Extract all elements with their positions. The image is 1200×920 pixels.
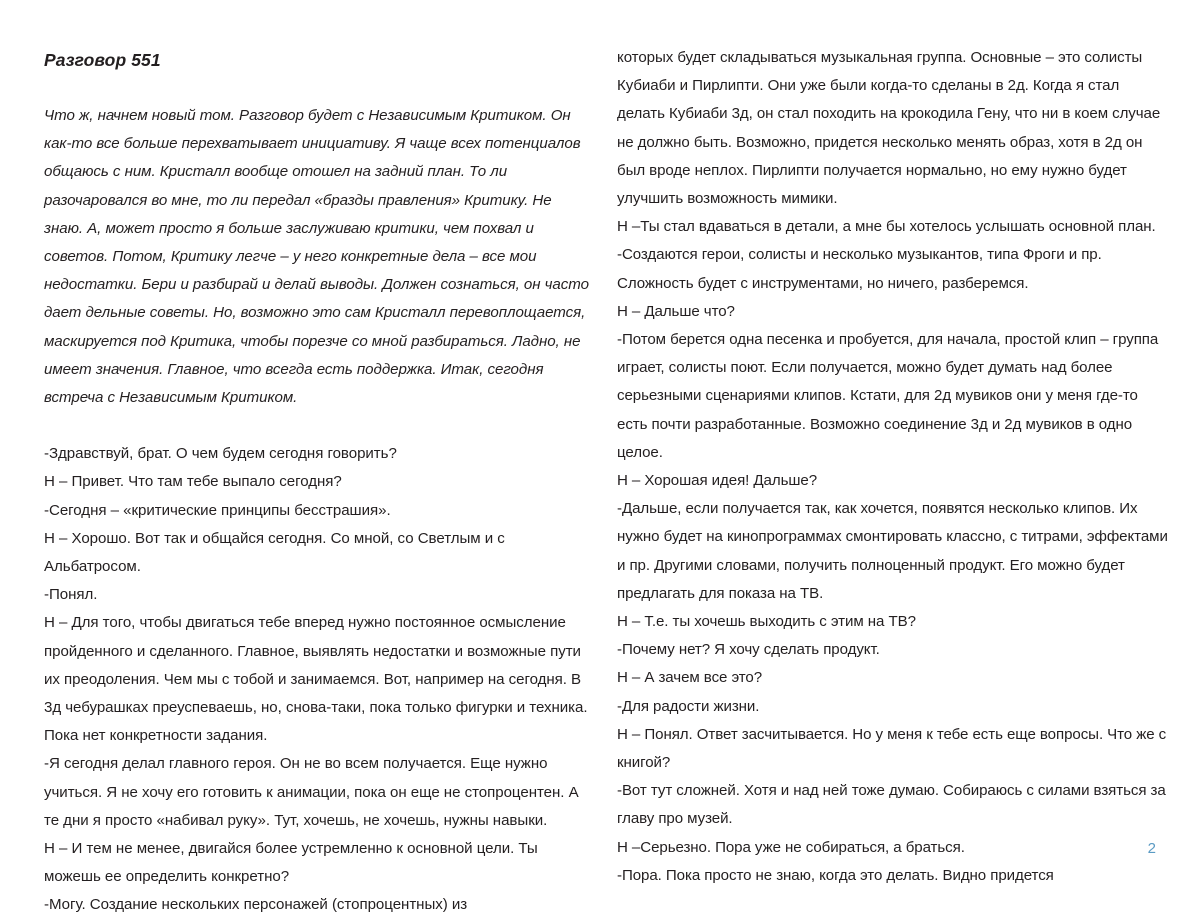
dialogue-line: Н – Понял. Ответ засчитывается. Но у меня к тебе есть еще вопросы. Что же с книгой?: [617, 725, 1167, 772]
left-column: [44, 44, 592, 920]
dialogue-line: Н – Дальше что?: [617, 302, 735, 320]
dialogue-line: Н – Т.е. ты хочешь выходить с этим на ТВ?: [617, 613, 916, 631]
dialogue-line: -Могу. Создание нескольких персонажей (стопроцентных) из: [44, 896, 468, 914]
dialogue-line: Н – Хорошо. Вот так и общайся сегодня. Со мной, со Светлым и с Альбатросом.: [44, 529, 505, 576]
dialogue-line: -Создаются герои, солисты и несколько музыкантов, типа Фроги и пр. Сложность будет с инструментами, но ничего, разберемся.: [617, 246, 1102, 292]
dialogue-line: Н –Ты стал вдаваться в детали, а мне бы хотелось услышать основной план.: [617, 218, 1156, 236]
right-column: [617, 44, 1169, 890]
dialogue-line: -Сегодня – «критические принципы бесстрашия».: [44, 501, 391, 519]
page-title: Разговор 551: [44, 50, 161, 70]
dialogue-line: -Потом берется одна песенка и пробуется, для начала, простой клип – группа играет, солисты поют. Если получается, можно будет думать над более серьезными сценариями клипов. Кстати, для 2д мувиков они у меня где-то есть почти разработанные. Возможно соединение 3д и 2д мувиков в одно целое.: [617, 331, 1159, 461]
dialogue-line: Н –Серьезно. Пора уже не собираться, а браться.: [617, 838, 965, 856]
dialogue-line: -Дальше, если получается так, как хочется, появятся несколько клипов. Их нужно будет на кинопрограммах смонтировать классно, с титрами, эффектами и пр. Другими словами, получить полноценный продукт. Его можно будет предлагать для показа на ТВ.: [617, 500, 1168, 602]
dialogue-line: Н – Для того, чтобы двигаться тебе вперед нужно постоянное осмысление пройденного и сделанного. Главное, выявлять недостатки и возможные пути их преодоления. Чем мы с тобой и занимаемся. Вот, например на сегодня. В 3д чебурашках преуспеваешь, но, снова-таки, пока только фигурки и техника. Пока нет конкретности задания.: [44, 614, 588, 745]
dialogue-line: Н – А зачем все это?: [617, 669, 763, 687]
intro-block: [44, 102, 592, 412]
dialogue-line: Н – Хорошая идея! Дальше?: [617, 472, 818, 490]
page-number: 2: [1147, 840, 1156, 857]
dialogue-line: -Я сегодня делал главного героя. Он не во всем получается. Еще нужно учиться. Я не хочу его готовить к анимации, пока он еще не стопроцентен. А те дни я просто «набивал руку». Тут, хочешь, не хочешь, нужны навыки.: [44, 755, 579, 829]
dialogue-line: Н – И тем не менее, двигайся более устремленно к основной цели. Ты можешь ее определить конкретно?: [44, 840, 538, 886]
dialogue-line: -Для радости жизни.: [617, 697, 760, 715]
dialogue-line: -Здравствуй, брат. О чем будем сегодня говорить?: [44, 445, 397, 463]
right-dialogue-block: [617, 44, 1169, 890]
dialogue-line: -Понял.: [44, 586, 98, 604]
dialogue-line: Н – Привет. Что там тебе выпало сегодня?: [44, 473, 342, 491]
intro-paragraph: Что ж, начнем новый том. Разговор будет с Независимым Критиком. Он как-то все больше перехватывает инициативу. Я чаще всех потенциалов общаюсь с ним. Кристалл вообще отошел на задний план. То ли разочаровался во мне, то ли передал «бразды правления» Критику. Не знаю. А, может просто я больше заслуживаю критики, чем похвал и советов. Потом, Критику легче – у него конкретные дела – все мои недостатки. Бери и разбирай и делай выводы. Должен сознаться, он часто дает дельные советы. Но, возможно это сам Кристалл перевоплощается, маскируется под Критика, чтобы порезче со мной разбираться. Ладно, не имеет значения. Главное, что всегда есть поддержка. Итак, сегодня встреча с Независимым Критиком.: [44, 107, 589, 407]
dialogue-line: -Почему нет? Я хочу сделать продукт.: [617, 641, 880, 659]
dialogue-line: которых будет складываться музыкальная группа. Основные – это солисты Кубиаби и Пирлипти. Они уже были когда-то сделаны в 2д. Когда я стал делать Кубиаби 3д, он стал походить на крокодила Гену, что ни в коем случае не должно быть. Возможно, придется несколько менять образ, хотя в 2д он был вроде неплох. Пирлипти получается нормально, но ему нужно будет улучшить возможность мимики.: [617, 49, 1161, 208]
left-dialogue-block: [44, 440, 592, 919]
dialogue-line: -Пора. Пока просто не знаю, когда это делать. Видно придется: [617, 866, 1054, 884]
dialogue-line: -Вот тут сложней. Хотя и над ней тоже думаю. Собираюсь с силами взяться за главу про музей.: [617, 782, 1166, 828]
